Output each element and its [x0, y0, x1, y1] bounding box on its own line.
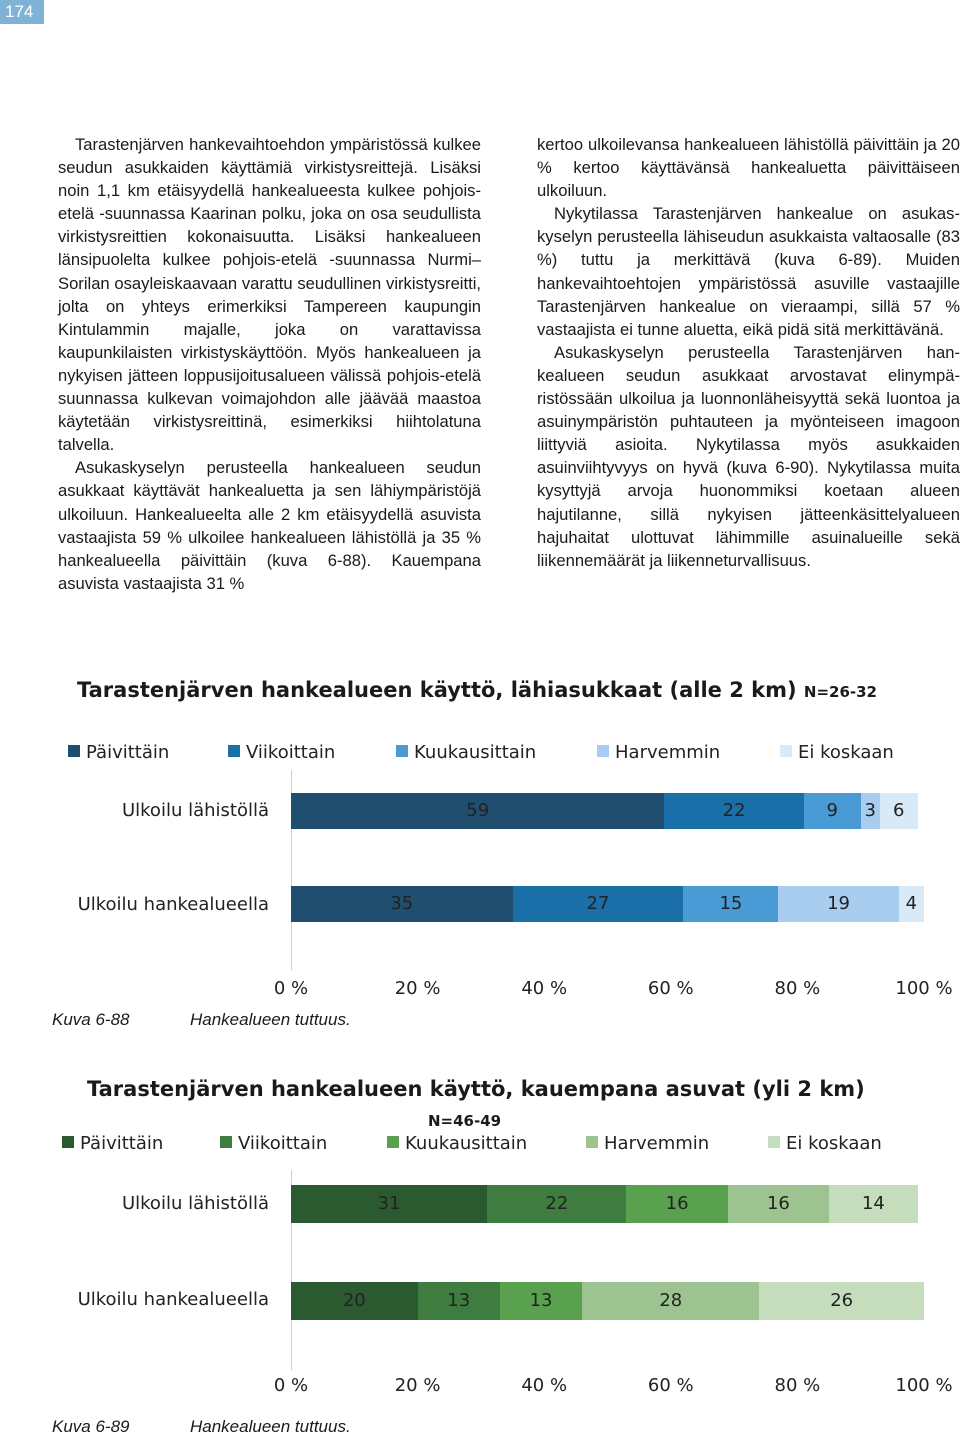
bar-value-label: 20: [342, 1290, 366, 1311]
legend-swatch: [586, 1136, 598, 1148]
legend-label: Päivittäin: [86, 742, 170, 763]
legend-item: [62, 1133, 163, 1154]
legend-item: [68, 742, 169, 763]
chart-title: Tarastenjärven hankealueen käyttö, kauempana asuvat (yli 2 km): [87, 1077, 865, 1101]
caption-number: Kuva 6-88: [52, 1010, 130, 1029]
x-tick-label: 0 %: [273, 978, 309, 999]
row-label: Ulkoilu hankealueella: [77, 1289, 269, 1310]
bar-value-label: 4: [905, 893, 918, 914]
bar-value-label: 16: [766, 1193, 790, 1214]
bar-value-label: 27: [586, 893, 610, 914]
paragraph: Nykytilassa Tarastenjärven hankealue on asukaskyselyn perusteella lähiseudun asukkaista valtaosalle (83 %) tuttu ja merkittävä (kuva 6-89). Muiden hankevaihtoehtojen ympäristössä asuville vastaajille Tarastenjärven hankealue on vieraampi, sillä 57 % vastaajista ei tunne aluetta, eikä pidä sitä merkittävänä.: [537, 204, 960, 339]
bar-value-label: 59: [466, 800, 490, 821]
text-column-right: [537, 133, 960, 572]
paragraph: kertoo ulkoilevansa hankealueen lähistöllä päivittäin ja 20 % kertoo käyttävänsä hankealuetta päivittäiseen ulkoiluun.: [537, 135, 960, 201]
legend-item: [387, 1133, 527, 1154]
bar-value-label: 35: [390, 893, 414, 914]
bar-value-label: 28: [659, 1290, 683, 1311]
legend-swatch: [396, 745, 408, 757]
legend-label: Päivittäin: [80, 1133, 164, 1154]
bar-value-label: 13: [529, 1290, 553, 1311]
paragraph: Asukaskyselyn perusteella hankealueen seudun asukkaat käyttävät hankealuetta ja sen lähiympäristöjä ulkoiluun. Hankealueelta alle 2 km etäisyydellä asuvista vastaajista 59 % ulkoilee hankealueen lähistöllä ja 35 % hankealueella päivittäin (kuva 6-88). Kauempana asuvista vastaajista 31 %: [58, 458, 481, 593]
legend-item: [220, 1133, 327, 1154]
bar-row: [291, 886, 924, 922]
x-tick-label: 80 %: [774, 1375, 821, 1396]
x-tick-label: 20 %: [394, 978, 441, 999]
bar-row: [291, 793, 924, 829]
legend-swatch: [768, 1136, 780, 1148]
legend-label: Kuukausittain: [414, 742, 537, 763]
bar-value-label: 22: [722, 800, 746, 821]
bar-value-label: 19: [827, 893, 850, 914]
x-tick-label: 40 %: [521, 978, 568, 999]
bar-value-label: 14: [861, 1193, 885, 1214]
x-tick-label: 40 %: [521, 1375, 568, 1396]
legend-item: [780, 742, 894, 763]
x-tick-label: 100 %: [895, 1375, 953, 1396]
caption-text: Hankealueen tuttuus.: [190, 1417, 351, 1436]
legend-swatch: [387, 1136, 399, 1148]
page-number: 174: [0, 0, 44, 24]
paragraph: Tarastenjärven hankevaihtoehdon ympäristössä kulkee seudun asukkaiden käyttämiä virkistysreittejä. Lisäksi noin 1,1 km etäisyydellä hankealueesta kulkee pohjois-etelä -suunnassa Kaarinan polku, joka on osa seudullista virkistysreittien kokonaisuutta. Lisäksi hankealueen länsipuolelta kulkee pohjois-etelä -suunnassa Nurmi–Sorilan osayleiskaavaan varattu seudullinen virkistysreitti, jolta on yhteys erimerkiksi Tampereen kaupungin Kintulammin majalle, joka on varattavissa kaupunkilaisten virkistyskäyttöön. Myös hankealueen ja nykyisen jätteen loppusijoitusalueen välissä pohjois-etelä suunnassa kulkevan voimajohdon alle jäävää maastoa käytetään virkistysreittinä, esimerkiksi hiihtolatuna talvella.: [58, 135, 481, 455]
row-label: Ulkoilu lähistöllä: [121, 1193, 269, 1214]
x-tick-label: 100 %: [895, 978, 953, 999]
legend-swatch: [220, 1136, 232, 1148]
bar-value-label: 15: [719, 893, 743, 914]
legend-item: [586, 1133, 709, 1154]
bar-value-label: 16: [665, 1193, 689, 1214]
legend-label: Viikoittain: [238, 1133, 328, 1154]
legend-swatch: [62, 1136, 74, 1148]
x-tick-label: 60 %: [647, 978, 694, 999]
chart-n-label: N=26-32: [803, 683, 877, 701]
bar-value-label: 13: [447, 1290, 471, 1311]
bar-value-label: 31: [377, 1193, 401, 1214]
bar-value-label: 9: [826, 800, 838, 821]
legend-label: Ei koskaan: [786, 1133, 882, 1154]
x-tick-label: 20 %: [394, 1375, 441, 1396]
bar-value-label: 26: [830, 1290, 854, 1311]
legend-item: [597, 742, 720, 763]
legend-item: [396, 742, 536, 763]
caption-text: Hankealueen tuttuus.: [190, 1010, 351, 1029]
legend-swatch: [228, 745, 240, 757]
legend-item: [228, 742, 335, 763]
row-label: Ulkoilu lähistöllä: [121, 800, 269, 821]
chart-title: Tarastenjärven hankealueen käyttö, lähiasukkaat (alle 2 km) N=26-32: [77, 678, 877, 702]
legend-label: Harvemmin: [604, 1133, 710, 1154]
caption-number: Kuva 6-89: [52, 1417, 130, 1436]
legend-swatch: [597, 745, 609, 757]
legend-label: Ei koskaan: [798, 742, 894, 763]
legend-swatch: [68, 745, 80, 757]
bar-value-label: 6: [892, 800, 905, 821]
chart-n-label: N=46-49: [428, 1112, 502, 1130]
x-tick-label: 60 %: [647, 1375, 694, 1396]
legend-item: [768, 1133, 882, 1154]
bar-value-label: 22: [545, 1193, 569, 1214]
legend-label: Viikoittain: [246, 742, 336, 763]
legend-label: Kuukausittain: [405, 1133, 528, 1154]
legend-swatch: [780, 745, 792, 757]
legend-label: Harvemmin: [615, 742, 721, 763]
bar-row: [291, 1185, 924, 1223]
bar-row: [291, 1282, 924, 1320]
chart-distant-residents: [0, 1070, 960, 1436]
paragraph: Asukaskyselyn perusteella Tarastenjärven hankealueen seudun asukkaat arvostavat elinympäristössään ulkoilua ja luonnonläheisyyttä sekä luontoa ja asuinympäristön puhtauteen ja myönteiseen imagoon liittyviä asioita. Nykytilassa myös asukkaiden asuinviihtyvyys on hyvä (kuva 6-90). Nykytilassa muita kysyttyjä arvoja huonommiksi koetaan alueen hajutilanne, sillä nykyisen jätteenkäsittelyalueen hajuhaitat ulottuvat lähimmille asuinalueille sekä liikennemäärät ja liikenneturvallisuus.: [537, 342, 960, 570]
row-label: Ulkoilu hankealueella: [77, 894, 269, 915]
x-tick-label: 0 %: [273, 1375, 309, 1396]
x-tick-label: 80 %: [774, 978, 821, 999]
text-column-left: [58, 133, 481, 595]
chart-nearby-residents: [0, 670, 960, 1029]
bar-value-label: 3: [864, 800, 876, 821]
